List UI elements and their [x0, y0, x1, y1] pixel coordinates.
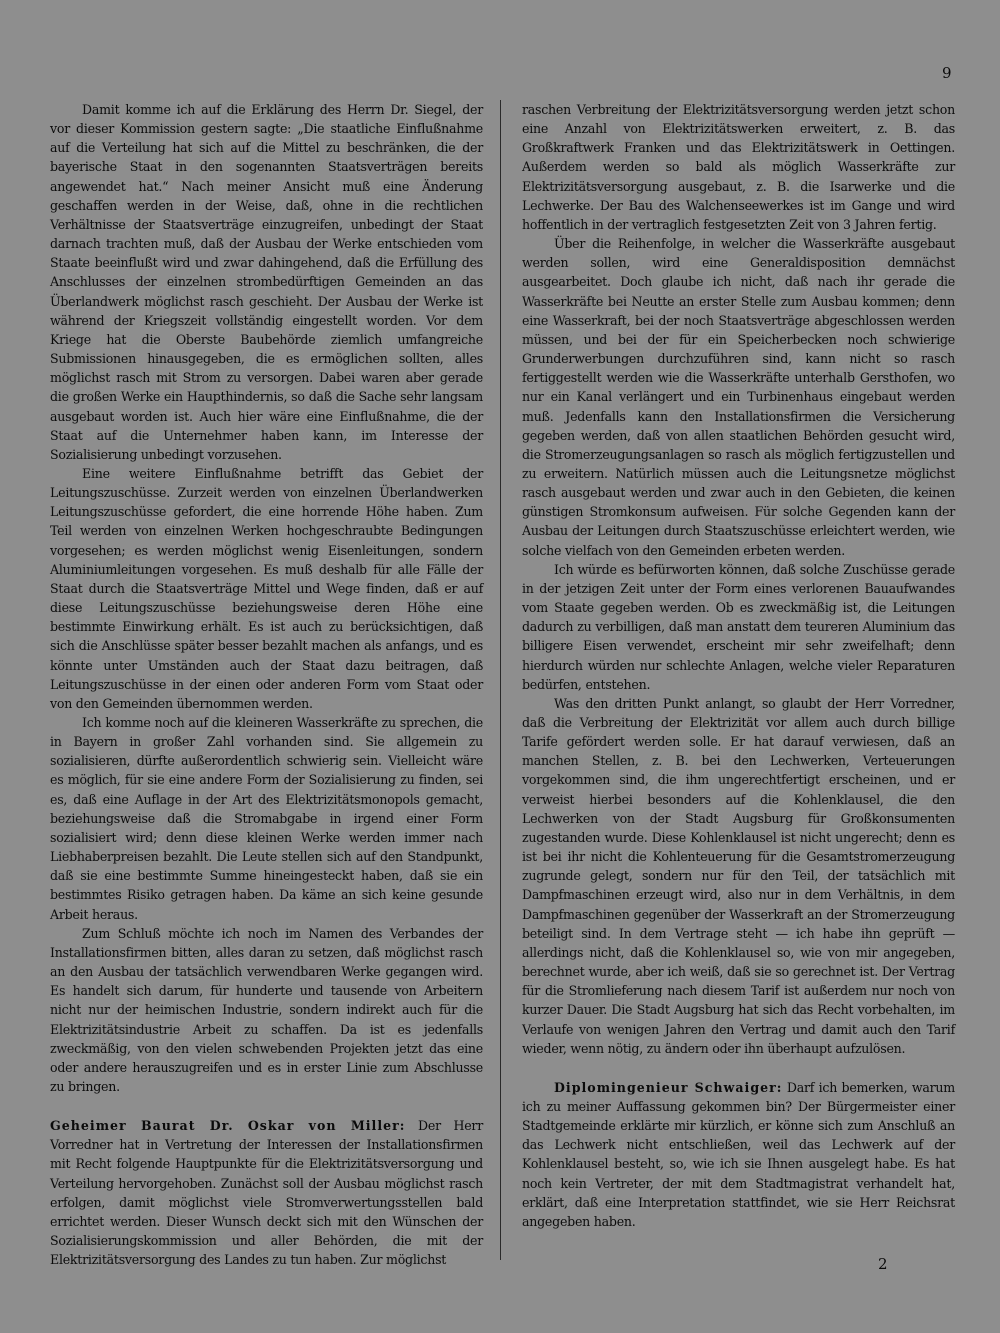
footer-number: 2 — [878, 1255, 888, 1273]
paragraph: Zum Schluß möchte ich noch im Namen des Verbandes der Installationsfirmen bitten, alles daran zu setzen, daß möglichst rasch an den Ausbau der tatsächlich verwendbaren Werke gegangen wird. Es handelt sich darum, für hunderte und tausende von Arbeitern nicht nur der heimischen Industrie, sondern indirekt auch für die Elektrizitätsindustrie Arbeit zu schaffen. Da ist es jedenfalls zweckmäßig, von den vielen schwebenden Projekten jetzt das eine oder andere herauszugreifen und es in erster Linie zum Abschlusse zu bringen. — [50, 925, 483, 1094]
page-number: 9 — [942, 64, 952, 82]
left-column — [50, 100, 483, 1269]
paragraph: Damit komme ich auf die Erklärung des Herrn Dr. Siegel, der vor dieser Kommission gestern sagte: „Die staatliche Einflußnahme auf die Verteilung hat sich auf die Mittel zu beschränken, die der bayerische Staat in den sogenannten Staatsverträgen bereits angewendet hat.“ Nach meiner Ansicht muß eine Änderung geschaffen werden in der Weise, daß, ohne in die rechtlichen Verhältnisse der Staatsverträge einzugreifen, unbedingt der Staat darnach trachten muß, daß der Ausbau der Werke entschieden vom Staate beeinflußt wird und zwar dahingehend, daß die Erfüllung des Anschlusses der einzelnen strombedürftigen Gemeinden an das Überlandwerk möglichst rasch geschieht. Der Ausbau der Werke ist während der Kriegszeit vollständig eingestellt worden. Vor dem Kriege hat die Oberste Baubehörde ziemlich umfangreiche Submissionen hinausgegeben, die es ermöglichen sollten, alles möglichst rasch mit Strom zu versorgen. Dabei waren aber gerade die großen Werke ein Haupthindernis, so daß die Sache sehr langsam ausgebaut worden ist. Auch hier wäre eine Einflußnahme, die der Staat auf die Unternehmer haben kann, im Interesse der Sozialisierung unbedingt vorzusehen. — [50, 102, 483, 462]
paragraph: Über die Reihenfolge, in welcher die Wasserkräfte ausgebaut werden sollen, wird eine Generaldisposition demnächst ausgearbeitet. Doch glaube ich nicht, daß nach ihr gerade die Wasserkräfte bei Neutte an erster Stelle zum Ausbau kommen; denn eine Wasserkraft, bei der noch Staatsverträge abgeschlossen werden müssen, und bei der für ein Speicherbecken noch schwierige Grunderwerbungen durchzuführen sind, kann nicht so rasch fertiggestellt werden wie die Wasserkräfte unterhalb Gersthofen, wo nur ein Kanal verlängert und ein Turbinenhaus eingebaut werden muß. Jedenfalls kann den Installationsfirmen die Versicherung gegeben werden, daß von allen staatlichen Behörden gesucht wird, die Stromerzeugungsanlagen so rasch als möglich fertigzustellen und zu erweitern. Natürlich müssen auch die Leitungsnetze möglichst rasch ausgebaut werden und zwar auch in den Gebieten, die keinen günstigen Stromkonsum aufweisen. Für solche Gegenden kann der Ausbau der Leitungen durch Staatszuschüsse erleichtert werden, wie solche vielfach von den Gemeinden erbeten werden. — [522, 236, 955, 558]
paragraph: raschen Verbreitung der Elektrizitätsversorgung werden jetzt schon eine Anzahl von Elektrizitätswerken erweitert, z. B. das Großkraftwerk Franken und das Elektrizitätswerk in Oettingen. Außerdem werden so bald als möglich Wasserkräfte zur Elektrizitätsversorgung ausgebaut, z. B. die Isarwerke und die Lechwerke. Der Bau des Walchenseewerkes ist im Gange und wird hoffentlich in der vertraglich festgesetzten Zeit von 3 Jahren fertig. — [522, 102, 955, 232]
paragraph-text: Der Herr Vorredner hat in Vertretung der Interessen der Installationsfirmen mit Recht folgende Hauptpunkte für die Elektrizitätsversorgung und Verteilung hervorgehoben. Zunächst soll der Ausbau möglichst rasch erfolgen, damit möglichst viele Stromverwertungsstellen bald errichtet werden. Dieser Wunsch deckt sich mit den Wünschen der Sozialisierungskommission und aller Behörden, die mit der Elektrizitätsversorgung des Landes zu tun haben. Zur möglichst — [50, 1118, 483, 1268]
column-divider — [500, 100, 501, 1260]
paragraph: Ich würde es befürworten können, daß solche Zuschüsse gerade in der jetzigen Zeit unter der Form eines verlorenen Bauaufwandes vom Staate gegeben werden. Ob es zweckmäßig ist, die Leitungen dadurch zu verbilligen, daß man anstatt dem teureren Aluminium das billigere Eisen verwendet, erscheint mir sehr zweifelhaft; denn hierdurch würden nur schlechte Anlagen, welche vieler Reparaturen bedürfen, entstehen. — [522, 561, 955, 692]
speaker-name: Diplomingenieur Schwaiger: — [554, 1079, 783, 1095]
speaker-paragraph — [50, 1116, 483, 1269]
paragraph: Ich komme noch auf die kleineren Wasserkräfte zu sprechen, die in Bayern in großer Zahl vorhanden sind. Sie allgemein zu sozialisieren, dürfte außerordentlich schwierig sein. Vielleicht wäre es möglich, für sie eine andere Form der Sozialisierung zu finden, sei es, daß eine Auflage in der Art des Elektrizitätsmonopols gemacht, beziehungsweise daß die Stromabgabe in irgend einer Form sozialisiert wird; denn diese kleinen Werke werden immer nach Liebhaberpreisen bezahlt. Die Leute stellen sich auf den Standpunkt, daß sie eine bestimmte Summe hineingesteckt haben, daß sie ein bestimmtes Risiko getragen haben. Da käme an sich keine gesunde Arbeit heraus. — [50, 715, 483, 922]
speaker-name: Geheimer Baurat Dr. Oskar von Miller: — [50, 1118, 406, 1134]
right-column — [522, 100, 955, 1231]
paragraph: Eine weitere Einflußnahme betrifft das Gebiet der Leitungszuschüsse. Zurzeit werden von einzelnen Überlandwerken Leitungszuschüsse gefordert, die eine horrende Höhe haben. Zum Teil werden von einzelnen Werken hochgeschraubte Bedingungen vorgesehen; es werden möglichst wenig Eisenleitungen, sondern Aluminiumleitungen vorgesehen. Es muß deshalb für alle Fälle der Staat durch die Staatsverträge Mittel und Wege finden, daß er auf diese Leitungszuschüsse beziehungsweise deren Höhe eine bestimmte Einwirkung erhält. Es ist auch zu berücksichtigen, daß sich die Anschlüsse später besser bezahlt machen als anfangs, und es könnte unter Umständen auch der Staat dazu beitragen, daß Leitungszuschüsse in der einen oder anderen Form vom Staat oder von den Gemeinden übernommen werden. — [50, 465, 483, 711]
paragraph-text: Darf ich bemerken, warum ich zu meiner Auffassung gekommen bin? Der Bürgermeister einer Stadtgemeinde erklärte mir kürzlich, er könne sich zum Anschluß an das Lechwerk nicht entschließen, weil das Lechwerk auf der Kohlenklausel besteht, so, wie ich sie Ihnen ausgelegt habe. Es hat noch kein Vertreter, der mit dem Stadtmagistrat verhandelt hat, erklärt, daß eine Interpretation stattfindet, wie sie Herr Reichsrat angegeben haben. — [522, 1079, 955, 1229]
paragraph: Was den dritten Punkt anlangt, so glaubt der Herr Vorredner, daß die Verbreitung der Elektrizität vor allem auch durch billige Tarife gefördert werden solle. Er hat darauf verwiesen, daß an manchen Stellen, z. B. bei den Lechwerken, Verteuerungen vorgekommen sind, die ihm ungerechtfertigt erscheinen, und er verweist hierbei besonders auf die Kohlenklausel, die den Lechwerken von der Stadt Augsburg für Großkonsumenten zugestanden wurde. Diese Kohlenklausel ist nicht ungerecht; denn es ist bei ihr nicht die Kohlenteuerung für die Gesamtstromerzeugung zugrunde gelegt, sondern nur für den Teil, der tatsächlich mit Dampfmaschinen erzeugt wird, also nur in dem Verhältnis, in dem Dampfmaschinen gegenüber der Wasserkraft an der Stromerzeugung beteiligt sind. In dem Vertrage steht — ich habe ihn geprüft — allerdings nicht, daß die Kohlenklausel so, wie von mir angegeben, berechnet wurde, aber ich weiß, daß sie so gerechnet ist. Der Vertrag für die Stromlieferung nach diesem Tarif ist außerdem nur noch von kurzer Dauer. Die Stadt Augsburg hat sich das Recht vorbehalten, im Verlaufe von wenigen Jahren den Vertrag und damit auch den Tarif wieder, wenn nötig, zu ändern oder ihn überhaupt aufzulösen. — [522, 695, 955, 1056]
speaker-paragraph — [522, 1078, 955, 1231]
